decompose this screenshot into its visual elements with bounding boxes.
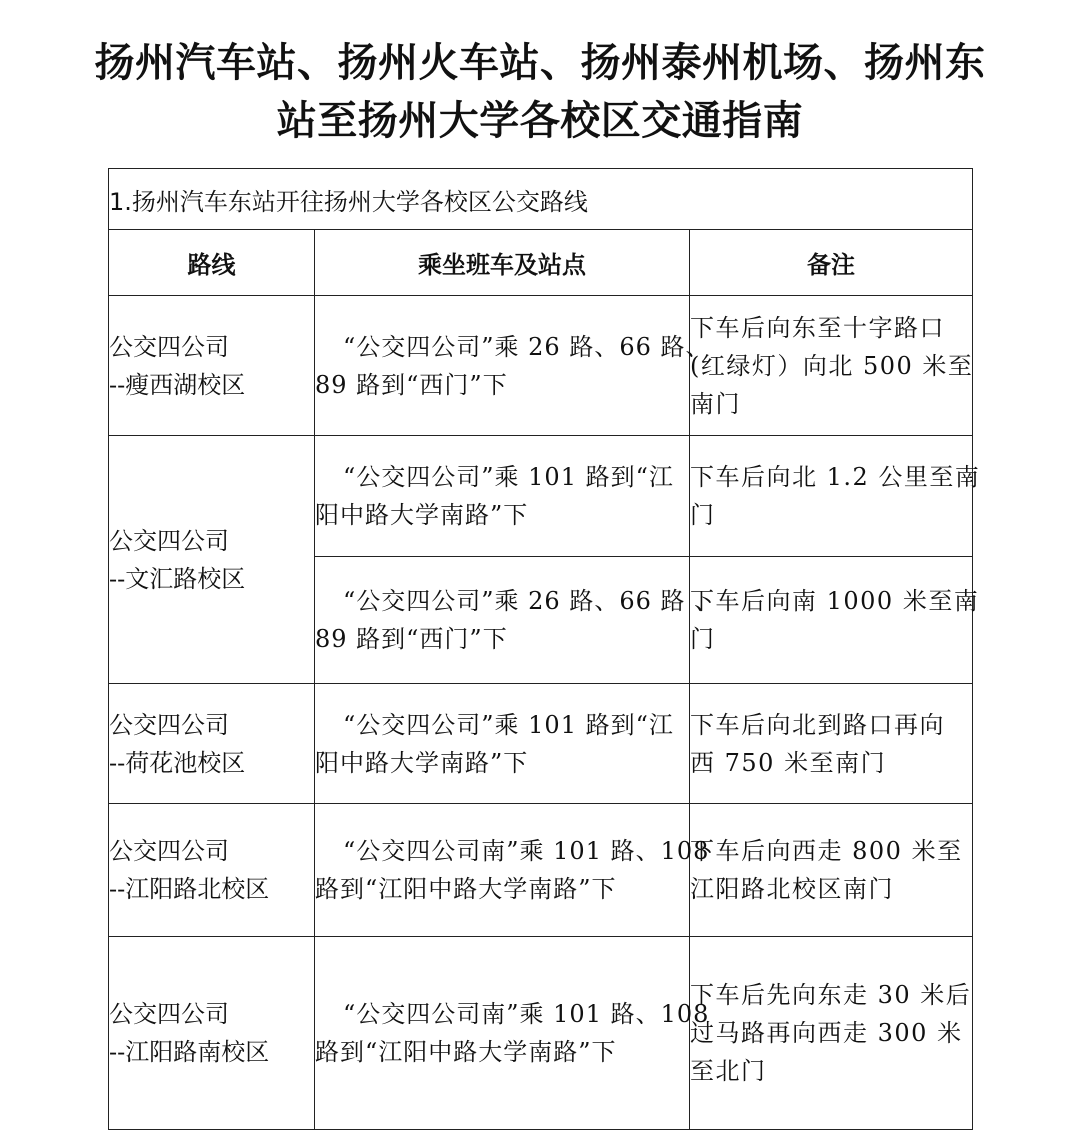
route-cell [109,684,315,804]
ride-cell [315,684,690,804]
route-text: 公交四公司 [109,332,229,361]
ride-cell [315,804,710,937]
route-cell [109,937,315,1130]
route-text: 公交四公司 [109,1000,229,1028]
note-text: 南门 [690,389,741,418]
note-text: 下车后向西走 800 米至 [690,837,963,865]
route-text: 公交四公司 [109,837,229,865]
note-text: 下车后向南 1000 米至南 [690,587,980,615]
note-text: 门 [690,625,716,653]
table-row [109,684,973,804]
ride-text: 阳中路大学南路”下 [315,748,529,777]
ride-cell [315,937,710,1130]
ride-text: 89 路到“西门”下 [315,370,508,399]
table-row [109,937,973,1130]
campus-text: --文汇路校区 [109,564,246,593]
note-text: 下车后向东至十字路口 [690,313,945,342]
note-text: 下车后先向东走 30 米后 [690,981,972,1009]
table-row [109,436,973,557]
title-line-1: 扬州汽车站、扬州火车站、扬州泰州机场、扬州东 [94,40,986,86]
note-cell [690,296,973,436]
table-row [109,296,973,436]
ride-text: “公交四公司南”乘 101 路、108 [343,837,710,865]
route-cell [109,436,315,684]
note-text: (红绿灯）向北 500 米至 [690,351,974,380]
ride-cell [315,557,720,684]
transit-guide-table [108,168,981,1130]
section-heading-row [109,169,973,230]
note-text: 西 750 米至南门 [690,748,887,777]
route-text: 公交四公司 [109,710,229,739]
note-cell [690,804,973,937]
campus-text: --瘦西湖校区 [109,370,246,399]
campus-text: --江阳路南校区 [109,1038,270,1066]
ride-cell [315,296,711,436]
note-text: 下车后向北 1.2 公里至南 [690,463,981,491]
ride-text: 阳中路大学南路”下 [315,501,529,529]
ride-text: “公交四公司”乘 101 路到“江 [343,463,674,491]
table-header-row [109,230,973,296]
note-cell [690,937,973,1130]
column-header-remarks: 备注 [690,230,973,296]
ride-text: “公交四公司”乘 26 路、66 路、 [343,332,711,361]
ride-cell [315,436,690,557]
document-title [0,34,1080,150]
ride-text: “公交四公司”乘 26 路、66 路 、 [343,587,720,615]
note-text: 至北门 [690,1057,767,1085]
note-cell [690,436,981,557]
note-text: 江阳路北校区南门 [690,875,894,903]
ride-text: “公交四公司南”乘 101 路、108 [343,1000,710,1028]
note-text: 过马路再向西走 300 米 [690,1019,963,1047]
campus-text: --荷花池校区 [109,748,246,777]
ride-text: 路到“江阳中路大学南路”下 [315,875,617,903]
table-row [109,804,973,937]
column-header-route: 路线 [109,230,315,296]
route-cell [109,804,315,937]
route-cell [109,296,315,436]
section-heading: 1.扬州汽车东站开往扬州大学各校区公交路线 [109,169,973,230]
title-line-2: 站至扬州大学各校区交通指南 [276,98,804,144]
column-header-bus-and-stop: 乘坐班车及站点 [315,230,690,296]
route-text: 公交四公司 [109,526,229,555]
ride-text: “公交四公司”乘 101 路到“江 [343,710,674,739]
note-text: 门 [690,501,716,529]
ride-text: 路到“江阳中路大学南路”下 [315,1038,617,1066]
campus-text: --江阳路北校区 [109,875,270,903]
ride-text: 89 路到“西门”下 [315,625,508,653]
note-text: 下车后向北到路口再向 [690,710,945,739]
note-cell [690,557,980,684]
note-cell [690,684,973,804]
